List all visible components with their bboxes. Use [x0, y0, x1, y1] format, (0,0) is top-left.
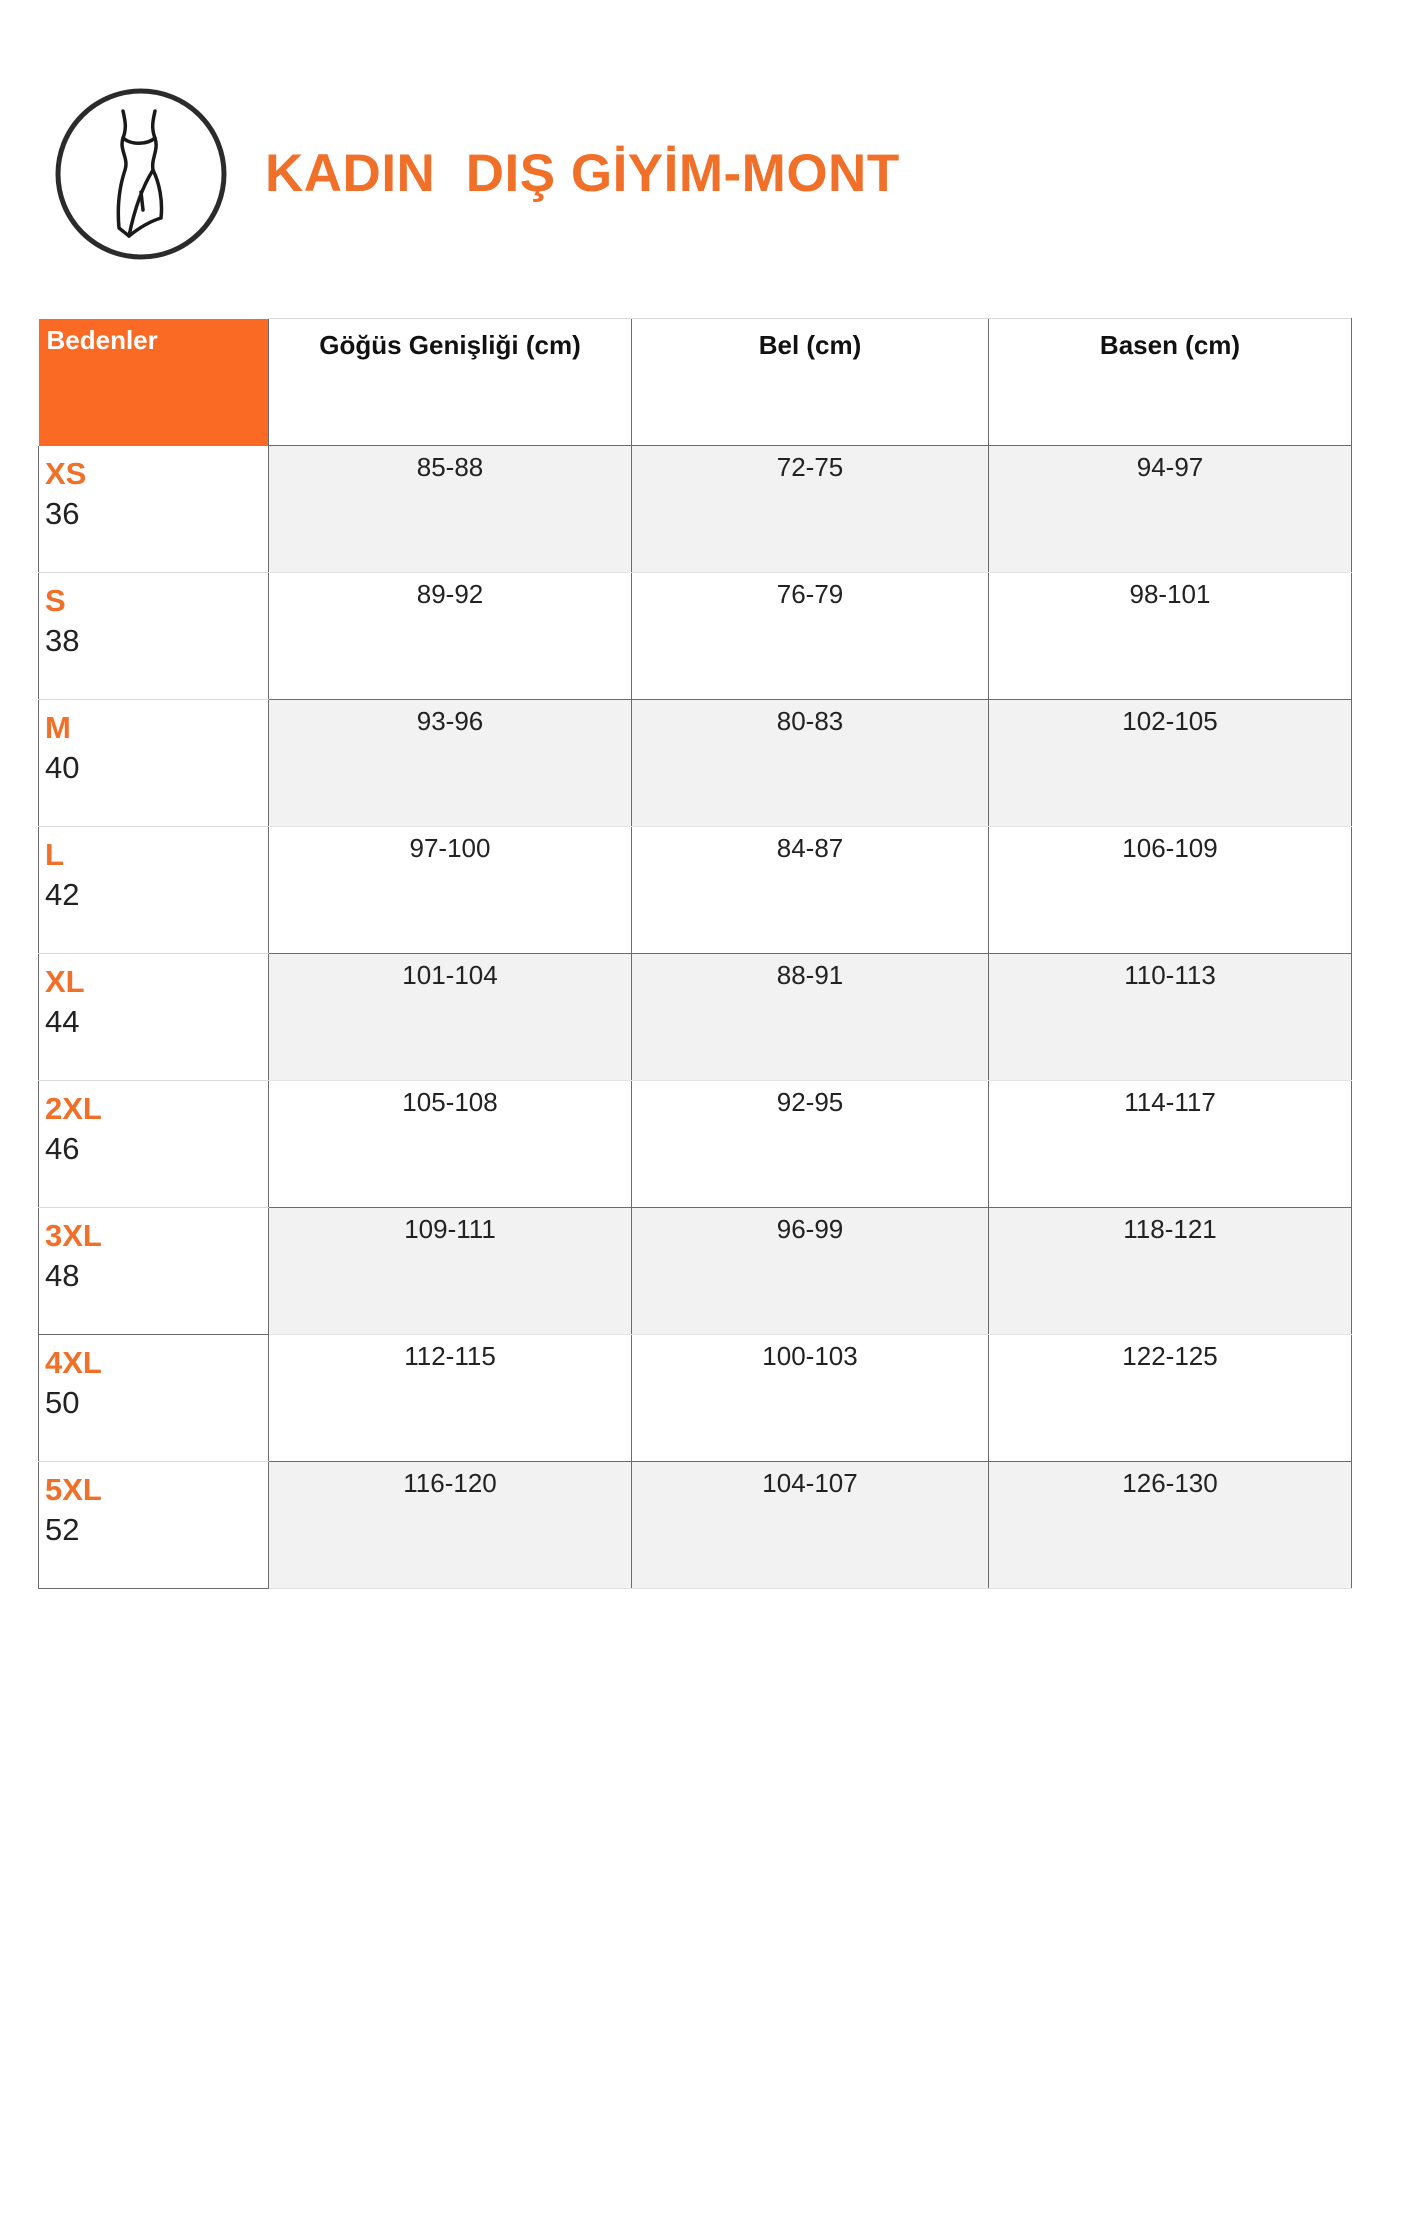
table-row [39, 1208, 1352, 1335]
waist-value: 104-107 [632, 1462, 989, 1589]
hip-value: 126-130 [989, 1462, 1352, 1589]
size-cell [39, 1335, 269, 1462]
waist-value: 88-91 [632, 954, 989, 1081]
size-cell [39, 1462, 269, 1589]
hip-value: 122-125 [989, 1335, 1352, 1462]
column-header-waist: Bel (cm) [632, 319, 989, 446]
chest-value: 116-120 [269, 1462, 632, 1589]
waist-value: 76-79 [632, 573, 989, 700]
table-row [39, 954, 1352, 1081]
chest-value: 109-111 [269, 1208, 632, 1335]
size-cell [39, 1081, 269, 1208]
waist-value: 80-83 [632, 700, 989, 827]
page-title: KADIN DIŞ GİYİM-MONT [265, 144, 900, 203]
size-code: 5XL [45, 1472, 102, 1507]
size-number: 36 [45, 495, 80, 531]
hip-value: 94-97 [989, 446, 1352, 573]
table-row [39, 573, 1352, 700]
size-code: XS [45, 455, 87, 491]
hip-value: 114-117 [989, 1081, 1352, 1208]
waist-value: 96-99 [632, 1208, 989, 1335]
column-header-sizes: Bedenler [39, 319, 269, 446]
waist-value: 84-87 [632, 827, 989, 954]
table-row [39, 1462, 1352, 1589]
chest-value: 105-108 [269, 1081, 632, 1208]
chest-value: 93-96 [269, 700, 632, 827]
column-header-hip: Basen (cm) [989, 319, 1352, 446]
table-row [39, 1335, 1352, 1462]
chest-value: 97-100 [269, 827, 632, 954]
table-header-row [39, 319, 1352, 446]
size-chart-table [38, 318, 1352, 1589]
size-number: 42 [45, 877, 80, 912]
size-cell [39, 827, 269, 954]
table-row [39, 700, 1352, 827]
size-number: 38 [45, 623, 80, 658]
hip-value: 106-109 [989, 827, 1352, 954]
size-number: 48 [45, 1258, 80, 1293]
waist-value: 72-75 [632, 446, 989, 573]
waist-value: 100-103 [632, 1335, 989, 1462]
table-row [39, 827, 1352, 954]
chest-value: 89-92 [269, 573, 632, 700]
hip-value: 102-105 [989, 700, 1352, 827]
size-code: 2XL [45, 1091, 102, 1126]
dress-icon [55, 88, 227, 260]
size-number: 44 [45, 1004, 80, 1039]
chest-value: 101-104 [269, 954, 632, 1081]
size-code: 4XL [45, 1345, 102, 1380]
hip-value: 98-101 [989, 573, 1352, 700]
size-code: M [45, 710, 71, 745]
size-code: L [45, 837, 64, 872]
size-cell [39, 1208, 269, 1335]
size-number: 40 [45, 750, 80, 785]
table-row [39, 446, 1352, 573]
size-number: 52 [45, 1512, 80, 1547]
size-number: 46 [45, 1131, 80, 1166]
hip-value: 118-121 [989, 1208, 1352, 1335]
waist-value: 92-95 [632, 1081, 989, 1208]
chest-value: 85-88 [269, 446, 632, 573]
size-cell [39, 700, 269, 827]
size-number: 50 [45, 1385, 80, 1420]
size-cell [39, 573, 269, 700]
size-code: S [45, 583, 66, 618]
size-code: 3XL [45, 1218, 102, 1253]
page-header [55, 88, 1355, 268]
hip-value: 110-113 [989, 954, 1352, 1081]
column-header-chest: Göğüs Genişliği (cm) [269, 319, 632, 446]
size-code: XL [45, 964, 85, 999]
table-row [39, 1081, 1352, 1208]
chest-value: 112-115 [269, 1335, 632, 1462]
size-cell [39, 954, 269, 1081]
size-cell [39, 446, 269, 573]
